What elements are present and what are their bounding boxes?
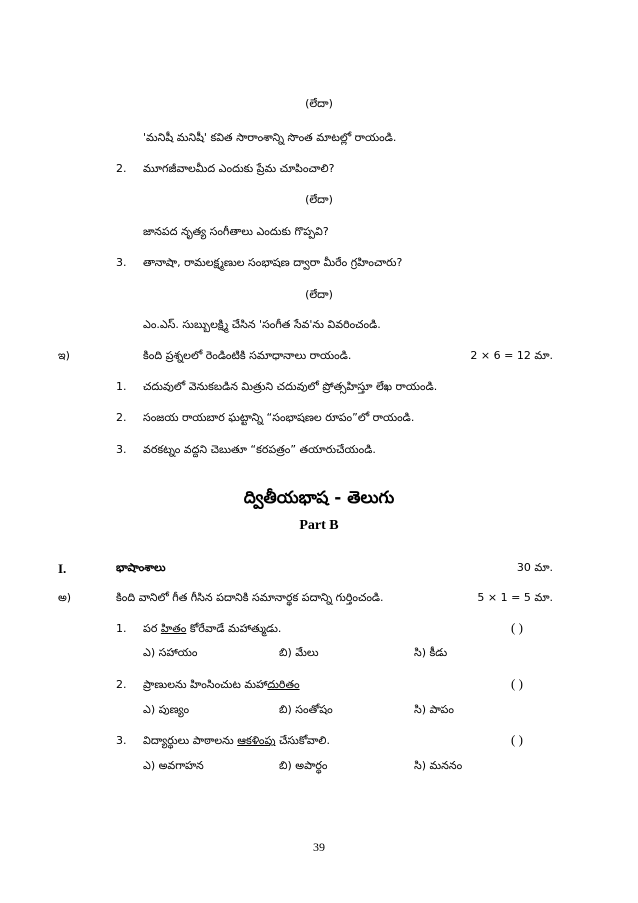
question-3-number: 3. [116, 256, 127, 269]
mcq-option-b: బి) సంతోషం [279, 703, 333, 716]
page-number: 39 [313, 840, 325, 854]
mcq-option-b: బి) అపార్థం [279, 759, 328, 772]
or-separator-2: (లేదా) [305, 193, 333, 206]
mcq-question [143, 734, 330, 750]
mcq-question-pre: ప్రాణులను హింసించుట మహా [143, 678, 268, 691]
section-e-instruction: కింది ప్రశ్నలలో రెండింటికి సమాధానాలు రాయండి. [143, 349, 352, 362]
section-e-item: చదువులో వెనుకబడిన మిత్రుని చదువులో ప్రోత్సహిస్తూ లేఖ రాయండి. [143, 380, 438, 393]
mcq-underlined-word: దురితం [267, 678, 300, 691]
mcq-question-pre: విద్యార్థులు పాఠాలను [143, 734, 238, 747]
mcq-question-post: కోరేవాడే మహాత్ముడు. [186, 622, 282, 635]
mcq-question [143, 678, 300, 694]
answer-bracket[interactable]: ( ) [511, 620, 523, 635]
section-e-item-number: 3. [116, 443, 127, 456]
section-e-item: సంజయ రాయబార ఘట్టాన్ని “సంభాషణల రూపం”లో రాయండి. [143, 411, 415, 424]
mcq-underlined-word: ఆకళింపు [237, 734, 276, 747]
section-1-marks: 30 మా. [516, 561, 553, 574]
page-heading: ద్వితీయభాష - తెలుగు [243, 488, 395, 508]
mcq-option-a: ఎ) సహాయం [143, 646, 198, 659]
question-3: తానాషా, రామలక్ష్మణుల సంభాషణ ద్వారా మీరేం గ్రహించారు? [143, 256, 403, 269]
or-separator-1: (లేదా) [305, 97, 333, 110]
answer-bracket[interactable]: ( ) [511, 732, 523, 747]
mcq-option-a: ఎ) పుణ్యం [143, 703, 190, 716]
mcq-option-a: ఎ) అవగాహన [143, 759, 204, 772]
section-a-label: అ) [58, 591, 72, 604]
section-e-marks: 2 × 6 = 12 మా. [470, 349, 553, 362]
section-1-roman: I. [58, 561, 67, 576]
section-e-item-number: 1. [116, 380, 127, 393]
mcq-option-c: సి) మననం [414, 759, 463, 772]
question-2: మూగజీవాలమీద ఎందుకు ప్రేమ చూపించాలి? [143, 162, 335, 175]
section-e-item-number: 2. [116, 411, 127, 424]
mcq-number: 3. [116, 734, 127, 747]
question-2-number: 2. [116, 162, 127, 175]
section-a-marks: 5 × 1 = 5 మా. [477, 591, 553, 604]
mcq-number: 1. [116, 622, 127, 635]
answer-bracket[interactable]: ( ) [511, 676, 523, 691]
section-e-label: ఇ) [58, 349, 70, 362]
mcq-option-c: సి) కీడు [414, 646, 448, 659]
mcq-option-c: సి) పాపం [414, 703, 454, 716]
question-3b: ఎం.ఎస్. సుబ్బులక్ష్మి చేసిన 'సంగీత సేవ'ను వివరించండి. [143, 318, 381, 331]
mcq-question-post: చేసుకోవాలి. [275, 734, 330, 747]
part-label: Part B [299, 518, 339, 533]
mcq-underlined-word: హితం [160, 622, 187, 635]
question-1b: 'మనిషీ మనిషీ' కవిత సారాంశాన్ని సొంత మాటల్లో రాయండి. [143, 131, 397, 144]
section-a-instruction: కింది వానిలో గీత గీసిన పదానికి సమానార్థక పదాన్ని గుర్తించండి. [116, 591, 384, 604]
question-2b: జానపద నృత్య సంగీతాలు ఎందుకు గొప్పవి? [143, 225, 329, 238]
or-separator-3: (లేదా) [305, 288, 333, 301]
section-e-item: వరకట్నం వద్దని చెబుతూ “కరపత్రం” తయారుచేయండి. [143, 443, 376, 456]
mcq-question [143, 622, 281, 638]
section-1-title: భాషాంశాలు [116, 561, 166, 574]
mcq-question-pre: పర [143, 622, 161, 635]
mcq-option-b: బి) మేలు [279, 646, 319, 659]
mcq-number: 2. [116, 678, 127, 691]
